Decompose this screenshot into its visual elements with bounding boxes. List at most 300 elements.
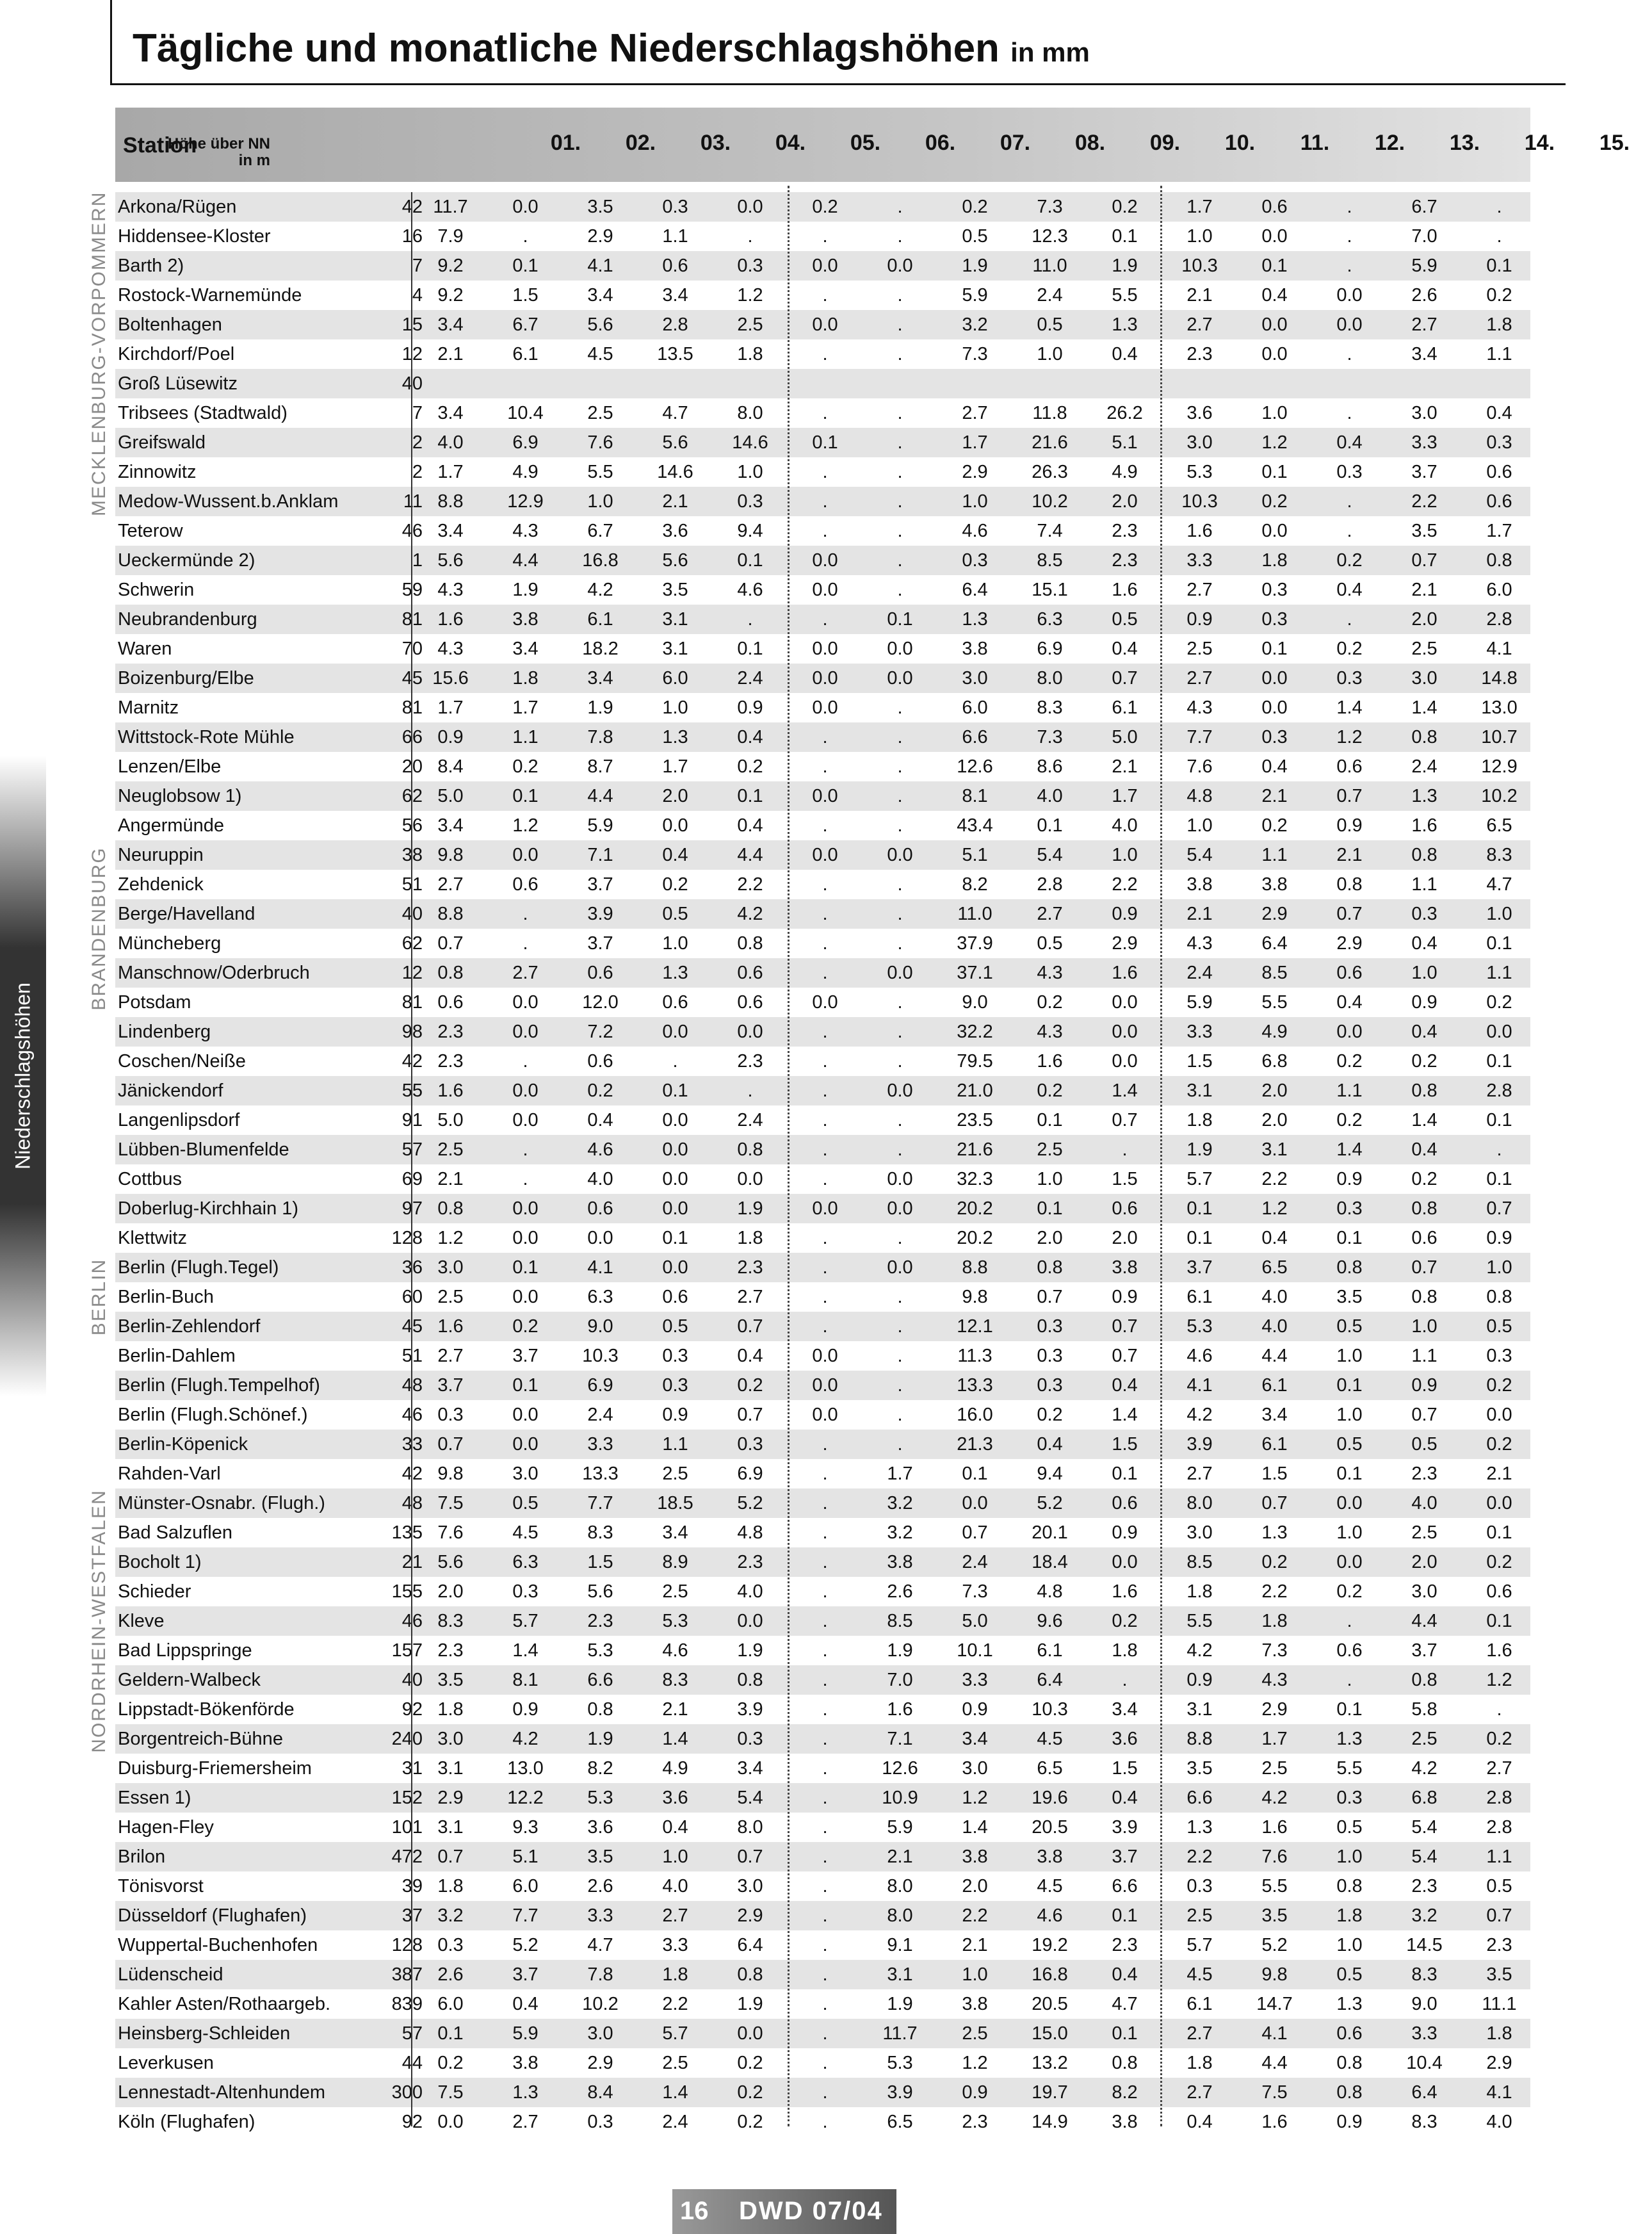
precip-day-12: 0.0 [1261, 344, 1288, 364]
precip-day-3: 4.6 [587, 1139, 613, 1160]
precip-day-3: 0.0 [587, 1228, 613, 1248]
precip-day-2: 1.4 [512, 1640, 539, 1661]
precip-day-4: 3.6 [662, 1788, 688, 1808]
precip-day-9: 7.3 [1037, 197, 1063, 217]
precip-day-12: 8.5 [1261, 963, 1288, 983]
station-name: Lippstadt-Bökenförde [118, 1699, 295, 1720]
station-name: Coschen/Neiße [118, 1051, 246, 1072]
state-label: BRANDENBURG [88, 847, 109, 1011]
precip-day-6: 0.0 [812, 1346, 838, 1366]
station-name: Leverkusen [118, 2053, 214, 2073]
station-name: Berlin-Dahlem [118, 1346, 236, 1366]
precip-day-8: 5.9 [962, 285, 988, 306]
station-name: Wuppertal-Buchenhofen [118, 1935, 318, 1955]
precip-day-11: 2.1 [1186, 285, 1213, 306]
station-elevation: 128 [391, 1935, 423, 1955]
precip-day-7: 5.3 [887, 2053, 913, 2073]
precip-day-15: 0.0 [1486, 1405, 1512, 1425]
precip-day-8: 3.8 [962, 1847, 988, 1867]
precip-day-11: 1.0 [1186, 226, 1213, 247]
precip-day-9: 4.3 [1037, 1022, 1063, 1042]
precip-day-14: 5.9 [1411, 256, 1437, 276]
station-elevation: 21 [401, 1552, 423, 1572]
precip-day-3: 1.0 [587, 491, 613, 512]
precip-day-8: 1.0 [962, 491, 988, 512]
precip-day-13: 0.0 [1336, 285, 1363, 306]
precip-day-14: 2.0 [1411, 609, 1437, 630]
precip-day-15: 6.5 [1486, 815, 1512, 836]
station-name: Greifswald [118, 432, 206, 453]
precip-day-9: 10.3 [1032, 1699, 1068, 1720]
precip-day-8: 1.7 [962, 432, 988, 453]
precip-day-4: 2.2 [662, 1994, 688, 2014]
precip-day-6: . [822, 904, 828, 924]
precip-day-7: . [897, 462, 903, 482]
precip-day-13: 0.3 [1336, 462, 1363, 482]
precip-day-9: 11.0 [1032, 256, 1067, 276]
precip-day-3: 0.8 [587, 1699, 613, 1720]
precip-day-9: 6.4 [1037, 1670, 1063, 1690]
precip-day-1 [413, 369, 488, 398]
precip-day-15: 1.1 [1486, 963, 1512, 983]
station-name: Barth 2) [118, 256, 184, 276]
precip-day-11: 3.1 [1186, 1080, 1213, 1101]
precip-day-5: 0.4 [737, 1346, 763, 1366]
precip-day-9: 6.5 [1037, 1758, 1063, 1779]
precip-day-12: 7.3 [1261, 1640, 1288, 1661]
precip-day-6: . [822, 609, 828, 630]
precip-day-10: 0.0 [1112, 1552, 1138, 1572]
precip-day-4: 0.6 [662, 992, 688, 1013]
precip-day-11: 2.2 [1186, 1847, 1213, 1867]
station-elevation: 56 [401, 815, 423, 836]
precip-day-6: 0.2 [812, 197, 838, 217]
precip-day-4: 1.1 [662, 1434, 688, 1455]
precip-day-14: 0.4 [1411, 1022, 1437, 1042]
precip-day-6: 0.0 [812, 668, 838, 689]
precip-day-14: 7.0 [1411, 226, 1437, 247]
precip-day-1: 3.7 [437, 1375, 464, 1396]
precip-day-11: 4.1 [1186, 1375, 1213, 1396]
precip-day-1: 0.8 [437, 963, 464, 983]
precip-day-1: 1.7 [437, 462, 464, 482]
precip-day-6: . [822, 285, 828, 306]
precip-day-2: 5.7 [512, 1611, 539, 1631]
precip-day-7: 0.0 [887, 1169, 913, 1189]
precip-day-13: 0.3 [1336, 1788, 1363, 1808]
precip-day-14: 14.5 [1406, 1935, 1443, 1955]
station-elevation: 51 [401, 1346, 423, 1366]
precip-day-15: 1.8 [1486, 2023, 1512, 2044]
station-name: Hagen-Fley [118, 1817, 214, 1838]
precip-day-14: 0.8 [1411, 845, 1437, 865]
precip-day-4: 0.6 [662, 256, 688, 276]
precip-day-9: 0.3 [1037, 1375, 1063, 1396]
station-elevation: 152 [391, 1788, 423, 1808]
precip-day-3: 3.0 [587, 2023, 613, 2044]
precip-day-4: 4.0 [662, 1876, 688, 1896]
precip-day-13: 0.1 [1336, 1375, 1363, 1396]
precip-day-2: 0.0 [512, 1287, 539, 1307]
precip-day-15: 2.9 [1486, 2053, 1512, 2073]
precip-day-6: . [822, 1257, 828, 1278]
precip-day-14: 3.4 [1411, 344, 1437, 364]
precip-day-1: 3.0 [437, 1257, 464, 1278]
header-day-8: 08. [1074, 131, 1106, 155]
precip-day-6: . [822, 1051, 828, 1072]
precip-day-11: 4.5 [1186, 1964, 1213, 1985]
precip-day-11: 1.5 [1186, 1051, 1213, 1072]
table-row [115, 1105, 1530, 1135]
side-tab [0, 756, 46, 1396]
precip-day-11: 3.1 [1186, 1699, 1213, 1720]
precip-day-5: 0.2 [737, 756, 763, 777]
precip-day-6: . [822, 1464, 828, 1484]
precip-day-2: 10.4 [507, 403, 544, 423]
precip-day-3: 8.7 [587, 756, 613, 777]
precip-day-13: 1.0 [1336, 1405, 1363, 1425]
precip-day-14: 6.7 [1411, 197, 1437, 217]
precip-day-10: 2.3 [1112, 1935, 1138, 1955]
precip-day-14: 3.7 [1411, 462, 1437, 482]
precip-day-5: 0.8 [737, 933, 763, 954]
station-name: Cottbus [118, 1169, 182, 1189]
precip-day-7: 9.1 [887, 1935, 913, 1955]
precip-day-1: 11.7 [433, 197, 468, 217]
precip-day-10: 1.6 [1112, 1581, 1138, 1602]
precip-day-5: 4.8 [737, 1522, 763, 1543]
precip-day-13: . [1347, 256, 1352, 276]
precip-day-11: 2.5 [1186, 639, 1213, 659]
precip-day-12: 3.1 [1261, 1139, 1288, 1160]
header-hoehe-line1: Höhe über NN [167, 135, 270, 152]
precip-day-1: 8.8 [437, 904, 464, 924]
precip-day-10: 1.4 [1112, 1080, 1138, 1101]
precip-day-10: 0.7 [1112, 1316, 1138, 1337]
precip-day-7: . [897, 1051, 903, 1072]
precip-day-3 [563, 369, 638, 398]
station-elevation: 46 [401, 1405, 423, 1425]
precip-day-5: 0.0 [737, 1022, 763, 1042]
precip-day-11: 5.3 [1186, 1316, 1213, 1337]
precip-day-4: 0.0 [662, 1110, 688, 1130]
precip-day-14: 1.6 [1411, 815, 1437, 836]
precip-day-3: 7.7 [587, 1493, 613, 1513]
precip-day-8: 7.3 [962, 1581, 988, 1602]
precip-day-4: 14.6 [657, 462, 693, 482]
precip-day-7: 0.0 [887, 963, 913, 983]
precip-day-7: 7.0 [887, 1670, 913, 1690]
precip-day-5: 3.4 [737, 1758, 763, 1779]
elevation-separator [411, 192, 412, 2126]
precip-day-10: 1.6 [1112, 963, 1138, 983]
precip-day-1: 3.4 [437, 403, 464, 423]
precip-day-15: 14.8 [1481, 668, 1518, 689]
precip-day-13: 0.2 [1336, 1051, 1363, 1072]
precip-day-7: . [897, 992, 903, 1013]
station-name: Hiddensee-Kloster [118, 226, 271, 247]
station-elevation: 7 [412, 403, 423, 423]
station-elevation: 42 [401, 1051, 423, 1072]
precip-day-8: 3.2 [962, 314, 988, 335]
precip-day-8: 3.8 [962, 639, 988, 659]
precip-day-12: 0.1 [1261, 462, 1288, 482]
precip-day-13: 0.9 [1336, 2112, 1363, 2132]
station-name: Schwerin [118, 580, 195, 600]
precip-day-3: 9.0 [587, 1316, 613, 1337]
precip-day-4: 3.5 [662, 580, 688, 600]
precip-day-3: 0.6 [587, 963, 613, 983]
precip-day-14: 0.5 [1411, 1434, 1437, 1455]
precip-day-8: 0.9 [962, 1699, 988, 1720]
precip-day-12: 2.5 [1261, 1758, 1288, 1779]
precip-day-8: 10.1 [957, 1640, 993, 1661]
precip-day-5: 0.0 [737, 1611, 763, 1631]
precip-day-10: 1.8 [1112, 1640, 1138, 1661]
precip-day-12: 5.5 [1261, 1876, 1288, 1896]
precip-day-2: 0.4 [512, 1994, 539, 2014]
precip-day-1: 9.8 [437, 845, 464, 865]
precip-day-3: 10.3 [582, 1346, 619, 1366]
station-elevation: 45 [401, 668, 423, 689]
precip-day-6: 0.0 [812, 1198, 838, 1219]
precip-day-9: 0.7 [1037, 1287, 1063, 1307]
precip-day-7: 3.2 [887, 1493, 913, 1513]
table-row [115, 1076, 1530, 1105]
precip-day-4: 2.1 [662, 1699, 688, 1720]
precip-day-4: 0.1 [662, 1080, 688, 1101]
precip-day-8: 2.5 [962, 2023, 988, 2044]
precip-day-2: 3.7 [512, 1346, 539, 1366]
precip-day-1: 2.5 [437, 1287, 464, 1307]
header-station: Station [123, 133, 197, 158]
precip-day-15: 0.4 [1486, 403, 1512, 423]
station-elevation: 37 [401, 1905, 423, 1926]
precip-day-5: 0.2 [737, 2082, 763, 2103]
precip-day-5: 2.9 [737, 1905, 763, 1926]
precip-day-6: . [822, 1611, 828, 1631]
precip-day-15: 0.1 [1486, 1611, 1512, 1631]
precip-day-6: . [822, 1670, 828, 1690]
precip-day-5: 4.6 [737, 580, 763, 600]
precip-day-4: 4.7 [662, 403, 688, 423]
precip-day-9: 19.6 [1032, 1788, 1068, 1808]
precip-day-15: 11.1 [1482, 1994, 1517, 2014]
precip-day-14: 0.8 [1411, 727, 1437, 747]
precip-day-2: 0.5 [512, 1493, 539, 1513]
precip-day-10: 0.4 [1112, 344, 1138, 364]
table-row [115, 2078, 1530, 2107]
station-elevation: 240 [391, 1729, 423, 1749]
precip-day-1: 3.1 [437, 1817, 464, 1838]
precip-day-12: 0.7 [1261, 1493, 1288, 1513]
precip-day-5: 4.4 [737, 845, 763, 865]
station-name: Groß Lüsewitz [118, 373, 238, 394]
precip-day-7: 2.6 [887, 1581, 913, 1602]
precip-day-1: 2.6 [437, 1964, 464, 1985]
precip-day-4: 0.0 [662, 1198, 688, 1219]
precip-day-9: 2.4 [1037, 285, 1063, 306]
precip-day-9: 0.1 [1037, 815, 1063, 836]
precip-day-14: 3.7 [1411, 1640, 1437, 1661]
precip-day-6: 0.0 [812, 314, 838, 335]
precip-day-8: 1.0 [962, 1964, 988, 1985]
precip-day-4: 0.0 [662, 1169, 688, 1189]
precip-day-6: . [822, 2023, 828, 2044]
precip-day-2: 0.0 [512, 1110, 539, 1130]
precip-day-11: 6.1 [1186, 1994, 1213, 2014]
precip-day-13: 3.5 [1336, 1287, 1363, 1307]
precip-day-8: 2.9 [962, 462, 988, 482]
precip-day-15: 4.1 [1486, 639, 1512, 659]
station-name: Potsdam [118, 992, 191, 1013]
precip-day-9: 4.5 [1037, 1876, 1063, 1896]
precip-day-12: 0.1 [1261, 256, 1288, 276]
precip-day-9: 4.6 [1037, 1905, 1063, 1926]
precip-day-9: 9.4 [1037, 1464, 1063, 1484]
precip-day-4: 1.0 [662, 933, 688, 954]
precip-day-3: 3.3 [587, 1905, 613, 1926]
precip-day-4: 0.5 [662, 904, 688, 924]
precip-day-11: 0.1 [1186, 1228, 1213, 1248]
precip-day-15: 0.2 [1486, 992, 1512, 1013]
precip-day-13: 0.9 [1336, 1169, 1363, 1189]
precip-day-7: . [897, 314, 903, 335]
station-elevation: 92 [401, 1699, 423, 1720]
station-elevation: 70 [401, 639, 423, 659]
precip-day-14: 2.4 [1411, 756, 1437, 777]
precip-day-4: 2.4 [662, 2112, 688, 2132]
precip-day-11: 3.5 [1186, 1758, 1213, 1779]
precip-day-14: 2.5 [1411, 639, 1437, 659]
precip-day-7: 7.1 [887, 1729, 913, 1749]
table-row [115, 1754, 1530, 1783]
precip-day-7: . [897, 874, 903, 895]
precip-day-9: 2.0 [1037, 1228, 1063, 1248]
precip-day-9: 16.8 [1032, 1964, 1068, 1985]
precip-day-3: 3.7 [587, 874, 613, 895]
table-row [115, 339, 1530, 369]
precip-day-5: 6.4 [737, 1935, 763, 1955]
station-name: Wittstock-Rote Mühle [118, 727, 295, 747]
precip-day-9: 5.4 [1037, 845, 1063, 865]
precip-day-15: 1.7 [1486, 521, 1512, 541]
separator-day-10 [1160, 186, 1162, 2126]
precip-day-9: 0.8 [1037, 1257, 1063, 1278]
precip-day-8: 2.0 [962, 1876, 988, 1896]
precip-day-9: 19.2 [1032, 1935, 1068, 1955]
table-row [115, 1960, 1530, 1989]
table-row [115, 1665, 1530, 1695]
station-elevation: 44 [401, 2053, 423, 2073]
precip-day-8: 7.3 [962, 344, 988, 364]
side-tab-label: Niederschlagshöhen [11, 982, 35, 1170]
precip-day-14: 2.5 [1411, 1522, 1437, 1543]
precip-day-2: . [522, 1139, 528, 1160]
precip-day-15: 0.2 [1486, 1375, 1512, 1396]
station-elevation: 38 [401, 845, 423, 865]
precip-day-2: 7.7 [512, 1905, 539, 1926]
precip-day-12: 1.0 [1261, 403, 1288, 423]
precip-day-2: 6.0 [512, 1876, 539, 1896]
precip-day-8: 12.1 [957, 1316, 993, 1337]
precip-day-15: 1.6 [1486, 1640, 1512, 1661]
precip-day-4: 3.4 [662, 1522, 688, 1543]
precip-day-9: 2.7 [1037, 904, 1063, 924]
precip-day-11: 1.3 [1186, 1817, 1213, 1838]
precip-day-11: 1.6 [1186, 521, 1213, 541]
precip-day-15: 1.0 [1486, 1257, 1512, 1278]
precip-day-15: 0.5 [1486, 1316, 1512, 1337]
precip-day-12 [1237, 369, 1312, 398]
precip-day-5: 0.2 [737, 2053, 763, 2073]
precip-day-3: 3.6 [587, 1817, 613, 1838]
precip-day-4: 5.7 [662, 2023, 688, 2044]
precip-day-9: 3.8 [1037, 1847, 1063, 1867]
precip-day-8: 9.8 [962, 1287, 988, 1307]
precip-day-4: 1.7 [662, 756, 688, 777]
station-name: Kleve [118, 1611, 165, 1631]
precip-day-5: 3.9 [737, 1699, 763, 1720]
header-hoehe-line2: in m [238, 152, 270, 169]
precip-day-14: 0.4 [1411, 933, 1437, 954]
precip-day-11: 0.4 [1186, 2112, 1213, 2132]
precip-day-12: 5.5 [1261, 992, 1288, 1013]
precip-day-13: 2.9 [1336, 933, 1363, 954]
station-name: Bocholt 1) [118, 1552, 202, 1572]
precip-day-11: 1.8 [1186, 1581, 1213, 1602]
precip-day-10: 1.5 [1112, 1169, 1138, 1189]
station-name: Angermünde [118, 815, 225, 836]
station-elevation: 59 [401, 580, 423, 600]
precip-day-1: 0.8 [437, 1198, 464, 1219]
precip-day-10: 0.5 [1112, 609, 1138, 630]
precip-day-3: 5.3 [587, 1788, 613, 1808]
precip-day-9: 9.6 [1037, 1611, 1063, 1631]
precip-day-2: 0.0 [512, 1022, 539, 1042]
station-elevation: 91 [401, 1110, 423, 1130]
precip-day-5: 2.4 [737, 1110, 763, 1130]
precip-day-10: 3.8 [1112, 1257, 1138, 1278]
precip-day-13: . [1347, 226, 1352, 247]
precip-day-4: 1.3 [662, 963, 688, 983]
table-row [115, 1813, 1530, 1842]
precip-day-4: 5.6 [662, 550, 688, 571]
table-row [115, 222, 1530, 251]
table-row [115, 1724, 1530, 1754]
precip-day-12: 6.8 [1261, 1051, 1288, 1072]
table-row [115, 516, 1530, 546]
precip-day-15: 2.1 [1486, 1464, 1512, 1484]
precip-day-15: 13.0 [1481, 697, 1518, 718]
precip-day-6: . [822, 1964, 828, 1985]
precip-day-14: 0.8 [1411, 1670, 1437, 1690]
precip-day-9: 0.3 [1037, 1316, 1063, 1337]
precip-day-1: 2.3 [437, 1022, 464, 1042]
precip-day-11 [1162, 369, 1237, 398]
precip-day-6: . [822, 1316, 828, 1337]
table-row [115, 1430, 1530, 1459]
precip-day-13: 0.5 [1336, 1817, 1363, 1838]
precip-day-12: 0.3 [1261, 727, 1288, 747]
precip-day-2: 5.1 [512, 1847, 539, 1867]
precip-day-6: . [822, 1905, 828, 1926]
precip-day-14: 5.4 [1411, 1817, 1437, 1838]
precip-day-14: 2.3 [1411, 1464, 1437, 1484]
precip-day-1: 0.7 [437, 1847, 464, 1867]
precip-day-15: 0.1 [1486, 1051, 1512, 1072]
precip-day-3: 5.9 [587, 815, 613, 836]
